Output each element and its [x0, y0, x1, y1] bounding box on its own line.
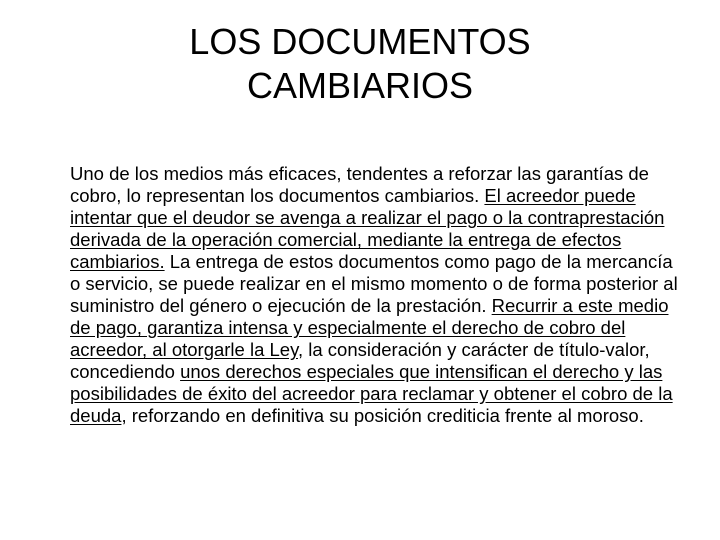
underlined-segment-2: Recurrir a este medio de pago, garantiza intensa y especialmente el derecho de cobro del acreedor, al otorgarle la Ley: [70, 295, 669, 360]
underlined-segment-3: unos derechos especiales que intensifican el derecho y las posibilidades de éxito del acreedor para reclamar y obtener el cobro de la deuda: [70, 361, 673, 426]
text-segment-1: Uno de los medios más eficaces, tendentes a reforzar las garantías de cobro, lo representan los documentos cambiarios.: [70, 163, 649, 206]
body-paragraph: [70, 163, 682, 427]
text-segment-3: , la consideración y carácter de título-valor, concediendo: [70, 339, 650, 382]
underlined-segment-1: El acreedor puede intentar que el deudor se avenga a realizar el pago o la contraprestación derivada de la operación comercial, mediante la entrega de efectos cambiarios.: [70, 185, 665, 272]
page-title: [0, 20, 720, 108]
title-line-1: LOS DOCUMENTOS: [189, 21, 531, 62]
text-segment-4: , reforzando en definitiva su posición crediticia frente al moroso.: [121, 405, 644, 426]
title-line-2: CAMBIARIOS: [246, 65, 474, 106]
text-segment-2: La entrega de estos documentos como pago de la mercancía o servicio, se puede realizar en el mismo momento o de forma posterior al suministro del género o ejecución de la prestación.: [70, 251, 678, 316]
